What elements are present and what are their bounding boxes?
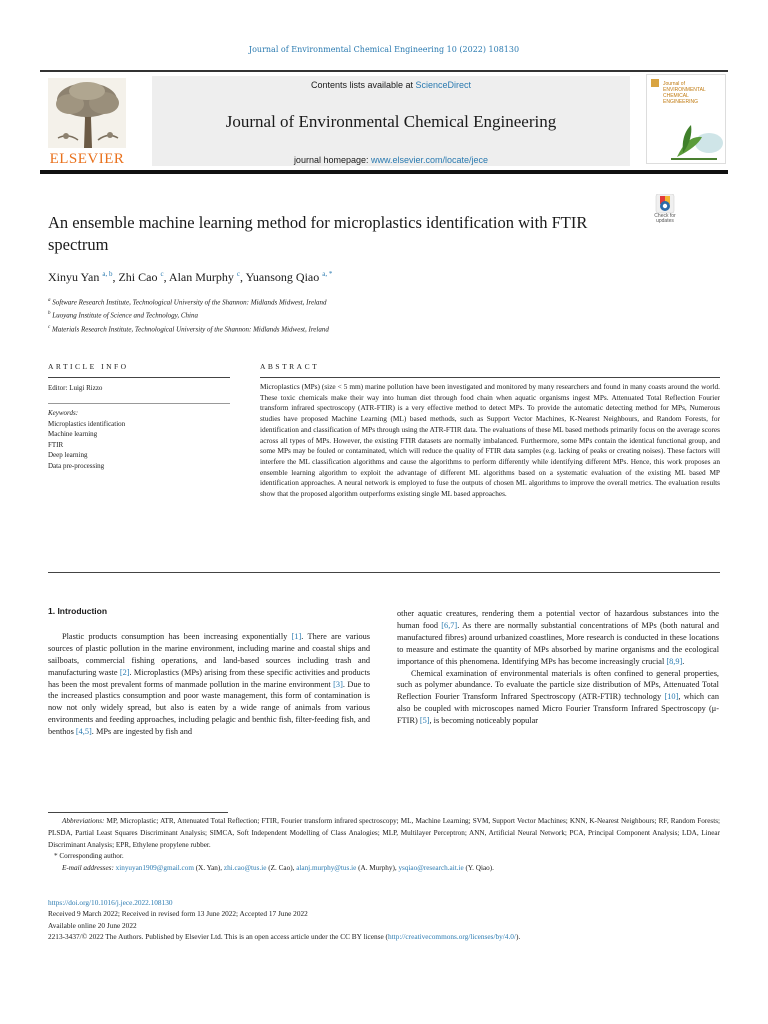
email-addresses	[48, 863, 720, 875]
affiliation-text: Software Research Institute, Technological University of the Shannon: Midlands Midwest, Ireland	[50, 298, 327, 307]
author-name[interactable]: Yuansong Qiao	[245, 270, 323, 284]
article-info-heading: ARTICLE INFO	[48, 362, 129, 371]
email-owner: (X. Yan),	[193, 864, 224, 873]
paragraph-text: . As there are normally substantial concentrations of MPs (both natural and manufactured fibres) around urbanized coastlines, More research is conducted in these locations to measure and estimate the quantity of MPs absorbed by marine organisms and the ecological importance of this phenomena. Identifying MPs has become increasingly crucial	[397, 620, 719, 666]
check-for-updates-badge[interactable]	[648, 194, 682, 232]
elsevier-logo[interactable]	[40, 76, 132, 168]
keyword-item: Microplastics identification	[48, 419, 126, 428]
editor-line: Editor: Luigi Rizzo	[48, 384, 103, 392]
affiliation-item	[48, 308, 329, 321]
homepage-prefix: journal homepage:	[293, 155, 371, 165]
keyword-item: Deep learning	[48, 451, 88, 459]
body-column-left	[48, 606, 370, 738]
journal-masthead	[40, 70, 728, 168]
citation-link[interactable]: [3]	[333, 679, 343, 689]
paragraph-text: Plastic products consumption has been increasing exponentially	[62, 631, 292, 641]
paragraph-text: . Due to the increased plastics consumption and poor waste management, this form of contamination is now not only widely spread, but also is eaten by a wide range of animals from various environments and feeding approaches, including pelagic and benthic fish, filter-feeding fish, and benthos	[48, 679, 371, 737]
affiliation-text: Materials Research Institute, Technological University of the Shannon: Midlands Midwest, Ireland	[50, 324, 329, 333]
paragraph-text: , is becoming noticeably popular	[429, 716, 539, 726]
copyright-suffix: ).	[515, 931, 521, 941]
masthead-center-panel	[152, 76, 630, 166]
homepage-link[interactable]: www.elsevier.com/locate/jece	[371, 155, 489, 165]
affiliation-marker: c	[48, 324, 51, 330]
abstract-rule	[260, 377, 720, 378]
contents-prefix: Contents lists available at	[310, 80, 416, 90]
abstract-heading: ABSTRACT	[260, 362, 320, 371]
paragraph-text: Chemical examination of environmental materials is often confined to general properties, such as polymer abundance. To evaluate the particle size distribution of MPs, Attenuated Total Reflection Fourier Transform Infrared Spectroscopy (ATR-FTIR) technology	[397, 668, 719, 702]
intro-paragraph-1	[48, 631, 370, 738]
email-link[interactable]: xinyuyan1909@gmail.com	[115, 864, 194, 873]
abbreviations-label: Abbreviations:	[62, 817, 105, 825]
corresponding-author-note: * Corresponding author.	[54, 852, 124, 861]
author-separator: ,	[112, 270, 119, 284]
check-updates-line-2: updates	[656, 218, 674, 224]
paragraph-text: .	[682, 656, 685, 666]
abbreviations-text: MP, Microplastic; ATR, Attenuated Total Reflection; FTIR, Fourier transform infrared spectroscopy; ML, Machine Learning; SVM, Support Vector Machines; KNN, K-Nearest Neighbours; RF, Random Forests; PLSDA, Partial Least Squares Discriminant Analysis; SIMCA, Soft Independent Modelling of Class Analogies; MLP, Multilayer Perceptron; ANN, Artificial Neural Network; PCA, Principal Component Analysis; LDA, Linear Discriminant Analysis; EPR, Ethylene propylene rubber.	[48, 817, 720, 849]
keyword-item: Machine learning	[48, 430, 98, 438]
cover-text	[663, 81, 706, 105]
email-owner: (A. Murphy),	[356, 864, 399, 873]
paragraph-text: . There are various sources of plastic pollution in the marine environment, including marine and coastal ships and sailboats, commercial fishing operations, and land-based sources including trash and manufacturing waste	[48, 631, 371, 677]
contents-availability	[152, 80, 630, 90]
article-info-rule	[48, 377, 230, 378]
body-column-right	[397, 608, 719, 727]
doi-block	[48, 897, 728, 942]
paragraph-text: , which can also be coupled with microscopes named Micro Fourier Transform Infrared Spectroscopy (μ-FTIR)	[397, 692, 719, 726]
author-name[interactable]: Xinyu Yan	[48, 270, 103, 284]
journal-homepage	[152, 155, 630, 165]
footnote-rule	[48, 812, 228, 813]
journal-title: Journal of Environmental Chemical Engineering	[225, 112, 557, 131]
abstract-bottom-rule	[48, 572, 720, 573]
copyright-text: 2213-3437/© 2022 The Authors. Published by Elsevier Ltd. This is an open access article under the CC BY license (	[48, 931, 388, 941]
email-link[interactable]: ysqiao@research.ait.ie	[398, 864, 464, 873]
email-owner: (Z. Cao),	[266, 864, 297, 873]
author-list	[48, 270, 332, 285]
email-label: E-mail addresses:	[62, 864, 114, 873]
abstract-text: Microplastics (MPs) (size < 5 mm) marine pollution have been investigated and monitored by many researchers and found in many coasts around the world. These toxic chemicals make their way into human diet through food chain when aquatic organisms ingest MPs. Attenuated Total Reflection Fourier transform infrared spectroscopy (ATR-FTIR) is a very effective method to detect MPs. To provide the automatic detecting method for MPs, Numerous studies have proposed Machine Learning (ML) based methods, such as Support Vector Machines, K-Nearest Neighbours, and Random Forests, for identification and classification of MPs through using the ATR-FTIR data. The evaluations of these ML based methods primarily focus on the average scores across all types of MPs. However, the existing FTIR datasets are normally imbalanced. Furthermore, some MPs contain the identical functional group, and some MPs may be fouled or contaminated, which will reduce the quality of FTIR data samples (e.g. lacking of peaks or creating noises). These factors will interfere the ML classification algorithms and cause the algorithms to perform differently while identifying different MPs. Hence, this work proposes an ensemble learning algorithm to exploit the advantage of different ML algorithms based on a systematic evaluation of the existing ML based MP identification approaches. A neural network is employed to fuse the outputs of chosen ML algorithms to improve the overall metrics. The evaluation results show that the proposed algorithm outperforms existing single ML based approaches.	[260, 382, 720, 499]
citation-link[interactable]: [2]	[119, 667, 130, 677]
masthead-rule	[40, 170, 728, 174]
citation-link[interactable]: [6,7]	[441, 620, 458, 630]
author-affiliation-marker[interactable]: a, b	[102, 270, 113, 278]
check-updates-label	[648, 214, 682, 224]
author-name[interactable]: Zhi Cao	[118, 270, 161, 284]
citation-link[interactable]: [4,5]	[75, 727, 92, 737]
keywords-rule	[48, 403, 230, 404]
citation-link[interactable]: [8,9]	[666, 656, 683, 666]
available-online-date: Available online 20 June 2022	[48, 920, 137, 930]
article-title: An ensemble machine learning method for microplastics identification with FTIR spectrum	[48, 213, 588, 254]
author-affiliation-marker[interactable]: c	[160, 270, 164, 278]
crossmark-icon	[648, 194, 682, 214]
author-separator: ,	[240, 270, 246, 284]
cover-line-2: ENVIRONMENTAL	[663, 87, 706, 93]
keywords-label: Keywords:	[48, 409, 79, 417]
citation-link[interactable]: [1]	[291, 631, 302, 641]
copyright-line	[48, 931, 728, 942]
affiliation-marker: a	[48, 298, 51, 303]
affiliation-item	[48, 322, 329, 335]
paragraph-text: . Microplastics (MPs) arising from these specific activities and products has been the most prevalent forms of manmade pollution in the marine environment	[48, 667, 371, 689]
received-dates: Received 9 March 2022; Received in revised form 13 June 2022; Accepted 17 June 2022	[48, 909, 308, 919]
license-link[interactable]: http://creativecommons.org/licenses/by/4.0/	[388, 931, 516, 941]
affiliation-text: Luoyang Institute of Science and Technology, China	[50, 311, 199, 320]
cover-line-4: ENGINEERING	[663, 99, 699, 105]
author-affiliation-marker[interactable]: a, *	[322, 270, 333, 278]
abbreviations-footnote	[48, 816, 720, 851]
running-head[interactable]: Journal of Environmental Chemical Engineering 10 (2022) 108130	[248, 45, 520, 54]
email-link[interactable]: alanj.murphy@tus.ie	[296, 864, 357, 873]
author-separator: ,	[163, 270, 169, 284]
author-affiliation-marker[interactable]: c	[236, 270, 241, 278]
footnotes	[48, 816, 720, 875]
check-updates-line-1: Check for	[654, 213, 676, 219]
paragraph-text: other aquatic creatures, rendering them a potential vector of hazardous substances into the human food	[397, 609, 719, 630]
keyword-item: Data pre-processing	[48, 461, 105, 470]
intro-paragraph-2	[397, 668, 719, 728]
cover-line-3: CHEMICAL	[663, 93, 689, 99]
email-link[interactable]: zhi.cao@tus.ie	[223, 864, 267, 873]
citation-link[interactable]: [10]	[664, 692, 679, 702]
cover-line-1: Journal of	[663, 81, 685, 87]
journal-cover-thumbnail[interactable]	[646, 74, 726, 164]
section-heading-introduction: 1. Introduction	[48, 606, 108, 616]
paragraph-text: . MPs are ingested by fish and	[91, 727, 193, 737]
author-name[interactable]: Alan Murphy	[168, 270, 237, 284]
keyword-item: FTIR	[48, 440, 64, 449]
doi-link[interactable]: https://doi.org/10.1016/j.jece.2022.108130	[48, 898, 173, 907]
intro-paragraph-1-cont	[397, 608, 719, 668]
citation-link[interactable]: [5]	[419, 716, 430, 726]
affiliation-list	[48, 295, 329, 335]
elsevier-tree-logo-icon	[48, 78, 126, 148]
keywords-block	[48, 408, 125, 471]
sciencedirect-link[interactable]: ScienceDirect	[415, 80, 472, 90]
publisher-name: ELSEVIER	[49, 151, 125, 167]
affiliation-item	[48, 295, 329, 308]
affiliation-marker: b	[48, 311, 51, 317]
email-owner: (Y. Qiao).	[463, 864, 494, 873]
